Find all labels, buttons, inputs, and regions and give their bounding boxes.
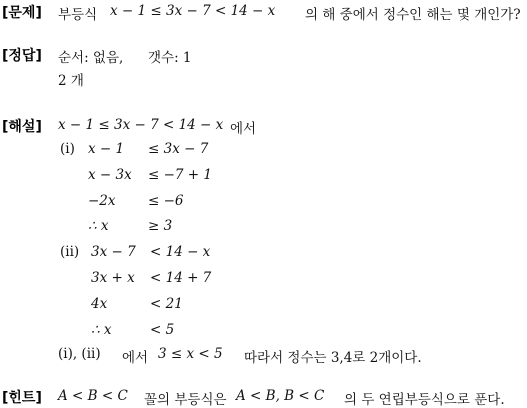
problem-tag: [문제] [2,5,42,21]
case1-row2-right: ≤ −7 + 1 [148,167,212,183]
conclusion-text-1: 에서 [122,350,149,366]
case1-row2-left: x − 3x [88,167,132,183]
case2-row4-right: < 5 [150,322,175,338]
case1-row4-right: ≥ 3 [148,218,173,234]
case2-row1-left: 3x − 7 [91,244,136,260]
case2-row1-right: < 14 − x [150,244,211,260]
solution-tag: [해설] [2,119,42,135]
solution-intro-math: x − 1 ≤ 3x − 7 < 14 − x [58,117,224,133]
problem-text-1: 부등식 [58,7,98,23]
hint-text-2: 의 두 연립부등식으로 푼다. [344,392,505,408]
hint-math-2: A < B, B < C [236,388,325,404]
hint-math-1: A < B < C [58,388,128,404]
solution-intro-text: 에서 [230,121,257,137]
case2-row4-left: ∴ x [91,322,112,338]
conclusion-label: (i), (ii) [58,346,101,362]
problem-math: x − 1 ≤ 3x − 7 < 14 − x [110,3,276,19]
case2-row3-right: < 21 [150,296,183,312]
conclusion-math: 3 ≤ x < 5 [158,346,223,362]
case1-row4-left: ∴ x [88,218,109,234]
case2-label: (ii) [60,244,80,260]
problem-text-2: 의 해 중에서 정수인 해는 몇 개인가? [305,7,521,23]
case1-label: (i) [60,141,75,157]
case2-row2-left: 3x + x [91,270,135,286]
answer-tag: [정답] [2,48,42,64]
answer-count: 갯수: 1 [148,50,192,66]
case1-row1-left: x − 1 [88,141,125,157]
case1-row1-right: ≤ 3x − 7 [148,141,209,157]
answer-value: 2 개 [58,73,84,89]
conclusion-text-2: 따라서 정수는 3,4로 2개이다. [244,350,422,366]
hint-tag: [힌트] [2,390,42,406]
case1-row3-right: ≤ −6 [148,193,184,209]
case2-row3-left: 4x [91,296,108,312]
answer-order: 순서: 없음, [58,50,124,66]
case1-row3-left: −2x [88,193,116,209]
case2-row2-right: < 14 + 7 [150,270,212,286]
hint-text-1: 꼴의 부등식은 [144,392,227,408]
